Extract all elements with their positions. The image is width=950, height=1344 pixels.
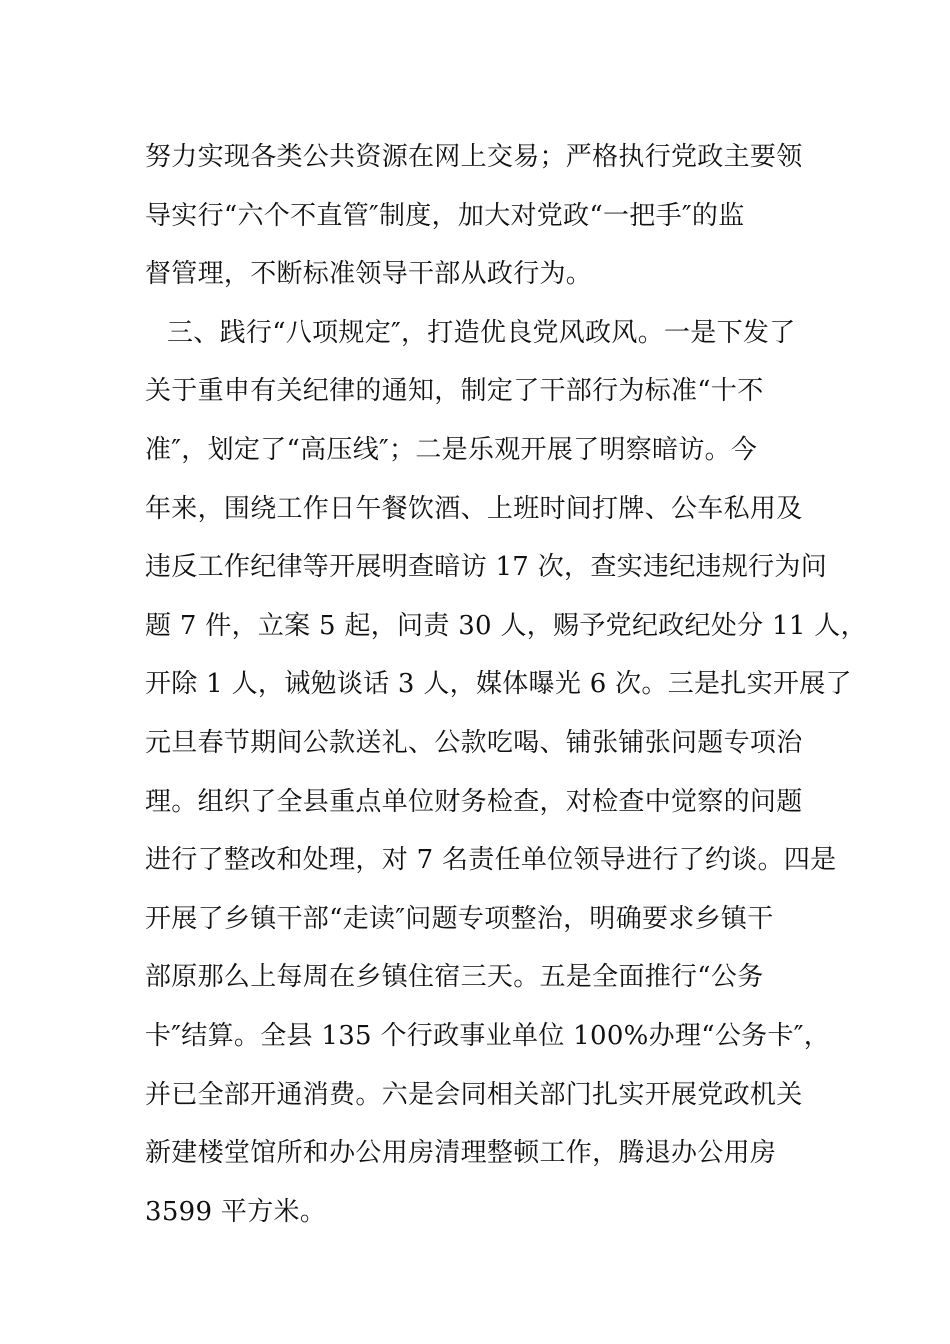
text-line: 开除 1 人，诫勉谈话 3 人，媒体曝光 6 次。三是扎实开展了 xyxy=(145,669,852,700)
text-line: 关于重申有关纪律的通知，制定了干部行为标准“十不 xyxy=(145,376,764,407)
body-text xyxy=(145,128,867,1241)
text-line: 部原那么上每周在乡镇住宿三天。五是全面推行“公务 xyxy=(145,962,764,993)
text-line: 导实行“六个不直管″制度，加大对党政“一把手″的监 xyxy=(145,200,745,231)
text-line: 卡″结算。全县 135 个行政事业单位 100%办理“公务卡″， xyxy=(145,1020,831,1051)
text-line: 督管理，不断标准领导干部从政行为。 xyxy=(145,259,593,290)
text-line: 并已全部开通消费。六是会同相关部门扎实开展党政机关 xyxy=(145,1079,803,1110)
text-line: 3599 平方米。 xyxy=(145,1196,327,1227)
text-line: 开展了乡镇干部“走读″问题专项整治，明确要求乡镇干 xyxy=(145,903,774,934)
text-line: 努力实现各类公共资源在网上交易；严格执行党政主要领 xyxy=(145,142,803,172)
text-line: 违反工作纪律等开展明查暗访 17 次，查实违纪违规行为问 xyxy=(145,552,828,583)
text-line: 元旦春节期间公款送礼、公款吃喝、铺张铺张问题专项治 xyxy=(145,727,803,758)
text-line: 年来，围绕工作日午餐饮酒、上班时间打牌、公车私用及 xyxy=(145,493,803,524)
text-line: 题 7 件，立案 5 起，问责 30 人，赐予党纪政纪处分 11 人， xyxy=(145,610,867,641)
text-line: 准″，划定了“高压线″；二是乐观开展了明察暗访。今 xyxy=(145,434,758,465)
section-heading-line: 三、践行“八项规定″，打造优良党风政风。一是下发了 xyxy=(167,317,796,348)
text-line: 理。组织了全县重点单位财务检查，对检查中觉察的问题 xyxy=(145,786,803,817)
text-line: 进行了整改和处理，对 7 名责任单位领导进行了约谈。四是 xyxy=(145,845,837,876)
text-line: 新建楼堂馆所和办公用房清理整顿工作，腾退办公用房 xyxy=(145,1138,777,1169)
